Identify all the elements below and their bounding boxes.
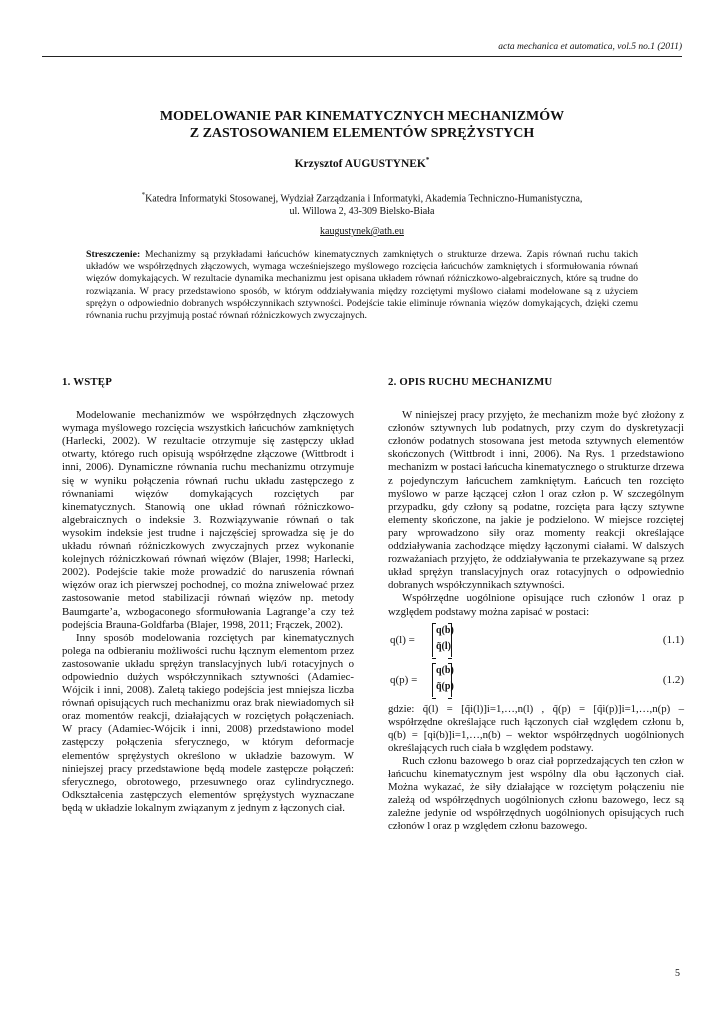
equation-1-1 [388, 623, 684, 659]
equation-1-1-top: q(b) [436, 624, 454, 636]
abstract-text: Mechanizmy są przykładami łańcuchów kinematycznych zamkniętych o strukturze drzewa. Zapis równań ruchu takich układów we współrzędnych złączowych, wymaga wcześniejszego myślowego rozcięcia łańcuchów zamkniętych i sformułowania równań więzów domykających. W rezultacie dynamika mechanizmu jest opisana układem równań różniczkowo-algebraicznych, które są trudne do rozwiązania. W pracy przedstawiono sposób, w którym oddziaływania między rozciętymi myślowo ciałami modelowane są z użyciem sprężyn o odpowiednio dobranych współczynnikach sztywności. Podejście takie eliminuje równania więzów domykających, dzięki czemu równania ruchu przyjmują postać równań różniczkowych zwyczajnych. [86, 249, 638, 322]
author: Krzysztof AUGUSTYNEK* [294, 156, 430, 170]
section-1-paragraph-2: Inny sposób modelowania rozciętych par kinematycznych polega na odbieraniu możliwości ruchu łącznym elementom przez zastosowanie układu sprężyn translacyjnych lub/i rotacyjnych o odpowiednio dużych współczynnikach sztywności (Adamiec-Wójcik i inni, 2008). Zaletą takiego podejścia jest mniejsza liczba równań opisujących ruch mechanizmu oraz brak niewiadomych sił oraz momentów reakcji, działających w rozciętych połączeniach. W pracy (Adamiec-Wójcik i inni, 2008) przedstawiono model zastępczy połączenia sferycznego, w którym deformacje elementów sprężystych określono w układzie bazowym. W niniejszej pracy przedstawione będą modele zastępcze połączeń: sferycznego, obrotowego, przesuwnego oraz cylindrycznego. Odkształcenia zastępczych elementów sprężystych wyznaczane będą w układzie lokalnym związanym z jednym z łączonych ciał. [62, 631, 354, 814]
affiliation-line-1: Katedra Informatyki Stosowanej, Wydział Zarządzania i Informatyki, Akademia Techniczno-Humanistyczna, [145, 193, 583, 205]
section-2-paragraph-3: Ruch członu bazowego b oraz ciał poprzedzających ten człon w łańcuchu kinematycznym jest wspólny dla obu łączonych ciał. Można wykazać, że siły działające w rozciętym połączeniu nie zależą od współrzędnych uogólnionych członu bazowego, lecz są zależne jedynie od współrzędnych uogólnionych opisujących ruch członów l oraz p względem członu bazowego. [388, 754, 684, 833]
right-column [388, 376, 684, 834]
section-2-paragraph-2: Współrzędne uogólnione opisujące ruch członów l oraz p względem podstawy można zapisać w postaci: [388, 592, 684, 618]
header-rule [42, 56, 682, 57]
equation-1-1-number: (1.1) [662, 633, 684, 646]
paper-title [60, 108, 664, 142]
section-2-heading: 2. OPIS RUCHU MECHANIZMU [388, 376, 553, 388]
abstract [86, 249, 638, 322]
author-name: Krzysztof AUGUSTYNEK [294, 157, 426, 170]
section-2-paragraph-1: W niniejszej pracy przyjęto, że mechanizm może być złożony z członów sztywnych lub podatnych, przy czym do dyskretyzacji członów podatnych stosowana jest metoda sztywnych elementów skończonych (Wittbrodt i inni, 2006). Na Rys. 1 przedstawiono mechanizm w postaci łańcucha kinematycznego o strukturze drzewa z pojedynczym łańcuchem zamkniętym. Łańcuch ten rozcięto myślowo w parze łączącej człon l oraz człon p. W szczególnym przypadku, gdy człony są podatne, rozcięta para łączy sztywne elementy skończone, na jakie je podzielono. W miejsce rozciętej pary wprowadzono siły oraz momenty reakcji określające oddziaływania zachodzące między łączonymi ciałami. W dalszych rozważaniach przyjęto, że oddziaływania te przekazywane są przez układ sprężyn translacyjnych oraz rotacyjnych o odpowiednio dobranych współczynnikach sztywności. [388, 409, 684, 592]
equation-1-2-top: q(b) [436, 664, 454, 676]
journal-header: acta mechanica et automatica, vol.5 no.1 (2011) [498, 42, 682, 52]
section-1-paragraph-1: Modelowanie mechanizmów we współrzędnych złączowych wymaga myślowego rozcięcia wszystkich łańcuchów zamkniętych (Harlecki, 2002). W rezultacie otrzymuje się zastępczy układ otwarty, którego ruch opisują współrzędne złączowe (Wittbrodt i inni, 2006). Dynamiczne równania ruchu mechanizmu otrzymuje się w wyniku połączenia równań ruchu układu zastępczego z równaniami więzów domykających rozciętych par kinematycznych. Stanowią one układ równań różniczkowo-algebraicznych o indeksie 3. Rozwiązywanie równań o tak wysokim indeksie jest trudne i najczęściej sprowadza się je do układu równań różniczkowych zwyczajnych przez wykonanie kolejnych różniczkowań równań więzów (Blajer, 1998; Harlecki, 2002). Podejście takie może prowadzić do naruszenia równań więzów oraz ich pierwszej pochodnej, co można zniwelować przez zastosowanie metod stabilizacji równań więzów np. metody Baumgarte’a, wzbogaconego sformułowania Lagrange’a czy też podejścia Brauna-Goldfarba (Blajer, 1998, 2011; Frączek, 2002). [62, 409, 354, 631]
affiliation: *Katedra Informatyki Stosowanej, Wydział Zarządzania i Informatyki, Akademia Techniczno-Humanistyczna, ul. Willowa 2, 43-309 Bielsko-Biała [60, 189, 664, 218]
equation-1-2-number: (1.2) [662, 673, 684, 686]
where-clause: gdzie: q̃(l) = [q̃i(l)]i=1,…,n(l) , q̃(p) = [q̃i(p)]i=1,…,n(p) – współrzędne określające ruch łączonych ciał względem członu b, q(b) = [qi(b)]i=1,…,n(b) – wektor współrzędnych uogólnionych określających ruch ciała b względem podstawy. [388, 702, 684, 754]
email-link[interactable]: kaugustynek@ath.eu [320, 226, 404, 237]
title-line-2: Z ZASTOSOWANIEM ELEMENTÓW SPRĘŻYSTYCH [189, 126, 535, 141]
equation-1-2-bottom: q̃(p) [436, 680, 454, 692]
equation-1-2 [388, 663, 684, 699]
abstract-label: Streszczenie: [86, 249, 141, 260]
section-1-heading: 1. WSTĘP [62, 376, 113, 388]
affiliation-line-2: ul. Willowa 2, 43-309 Bielsko-Biała [289, 206, 435, 218]
title-line-1: MODELOWANIE PAR KINEMATYCZNYCH MECHANIZMÓW [159, 109, 565, 124]
equation-1-1-lhs: q(l) = [390, 633, 415, 646]
equation-1-1-bottom: q̃(l) [436, 640, 451, 652]
left-column [62, 376, 354, 815]
page-number: 5 [675, 968, 680, 979]
equation-1-2-lhs: q(p) = [390, 673, 418, 686]
